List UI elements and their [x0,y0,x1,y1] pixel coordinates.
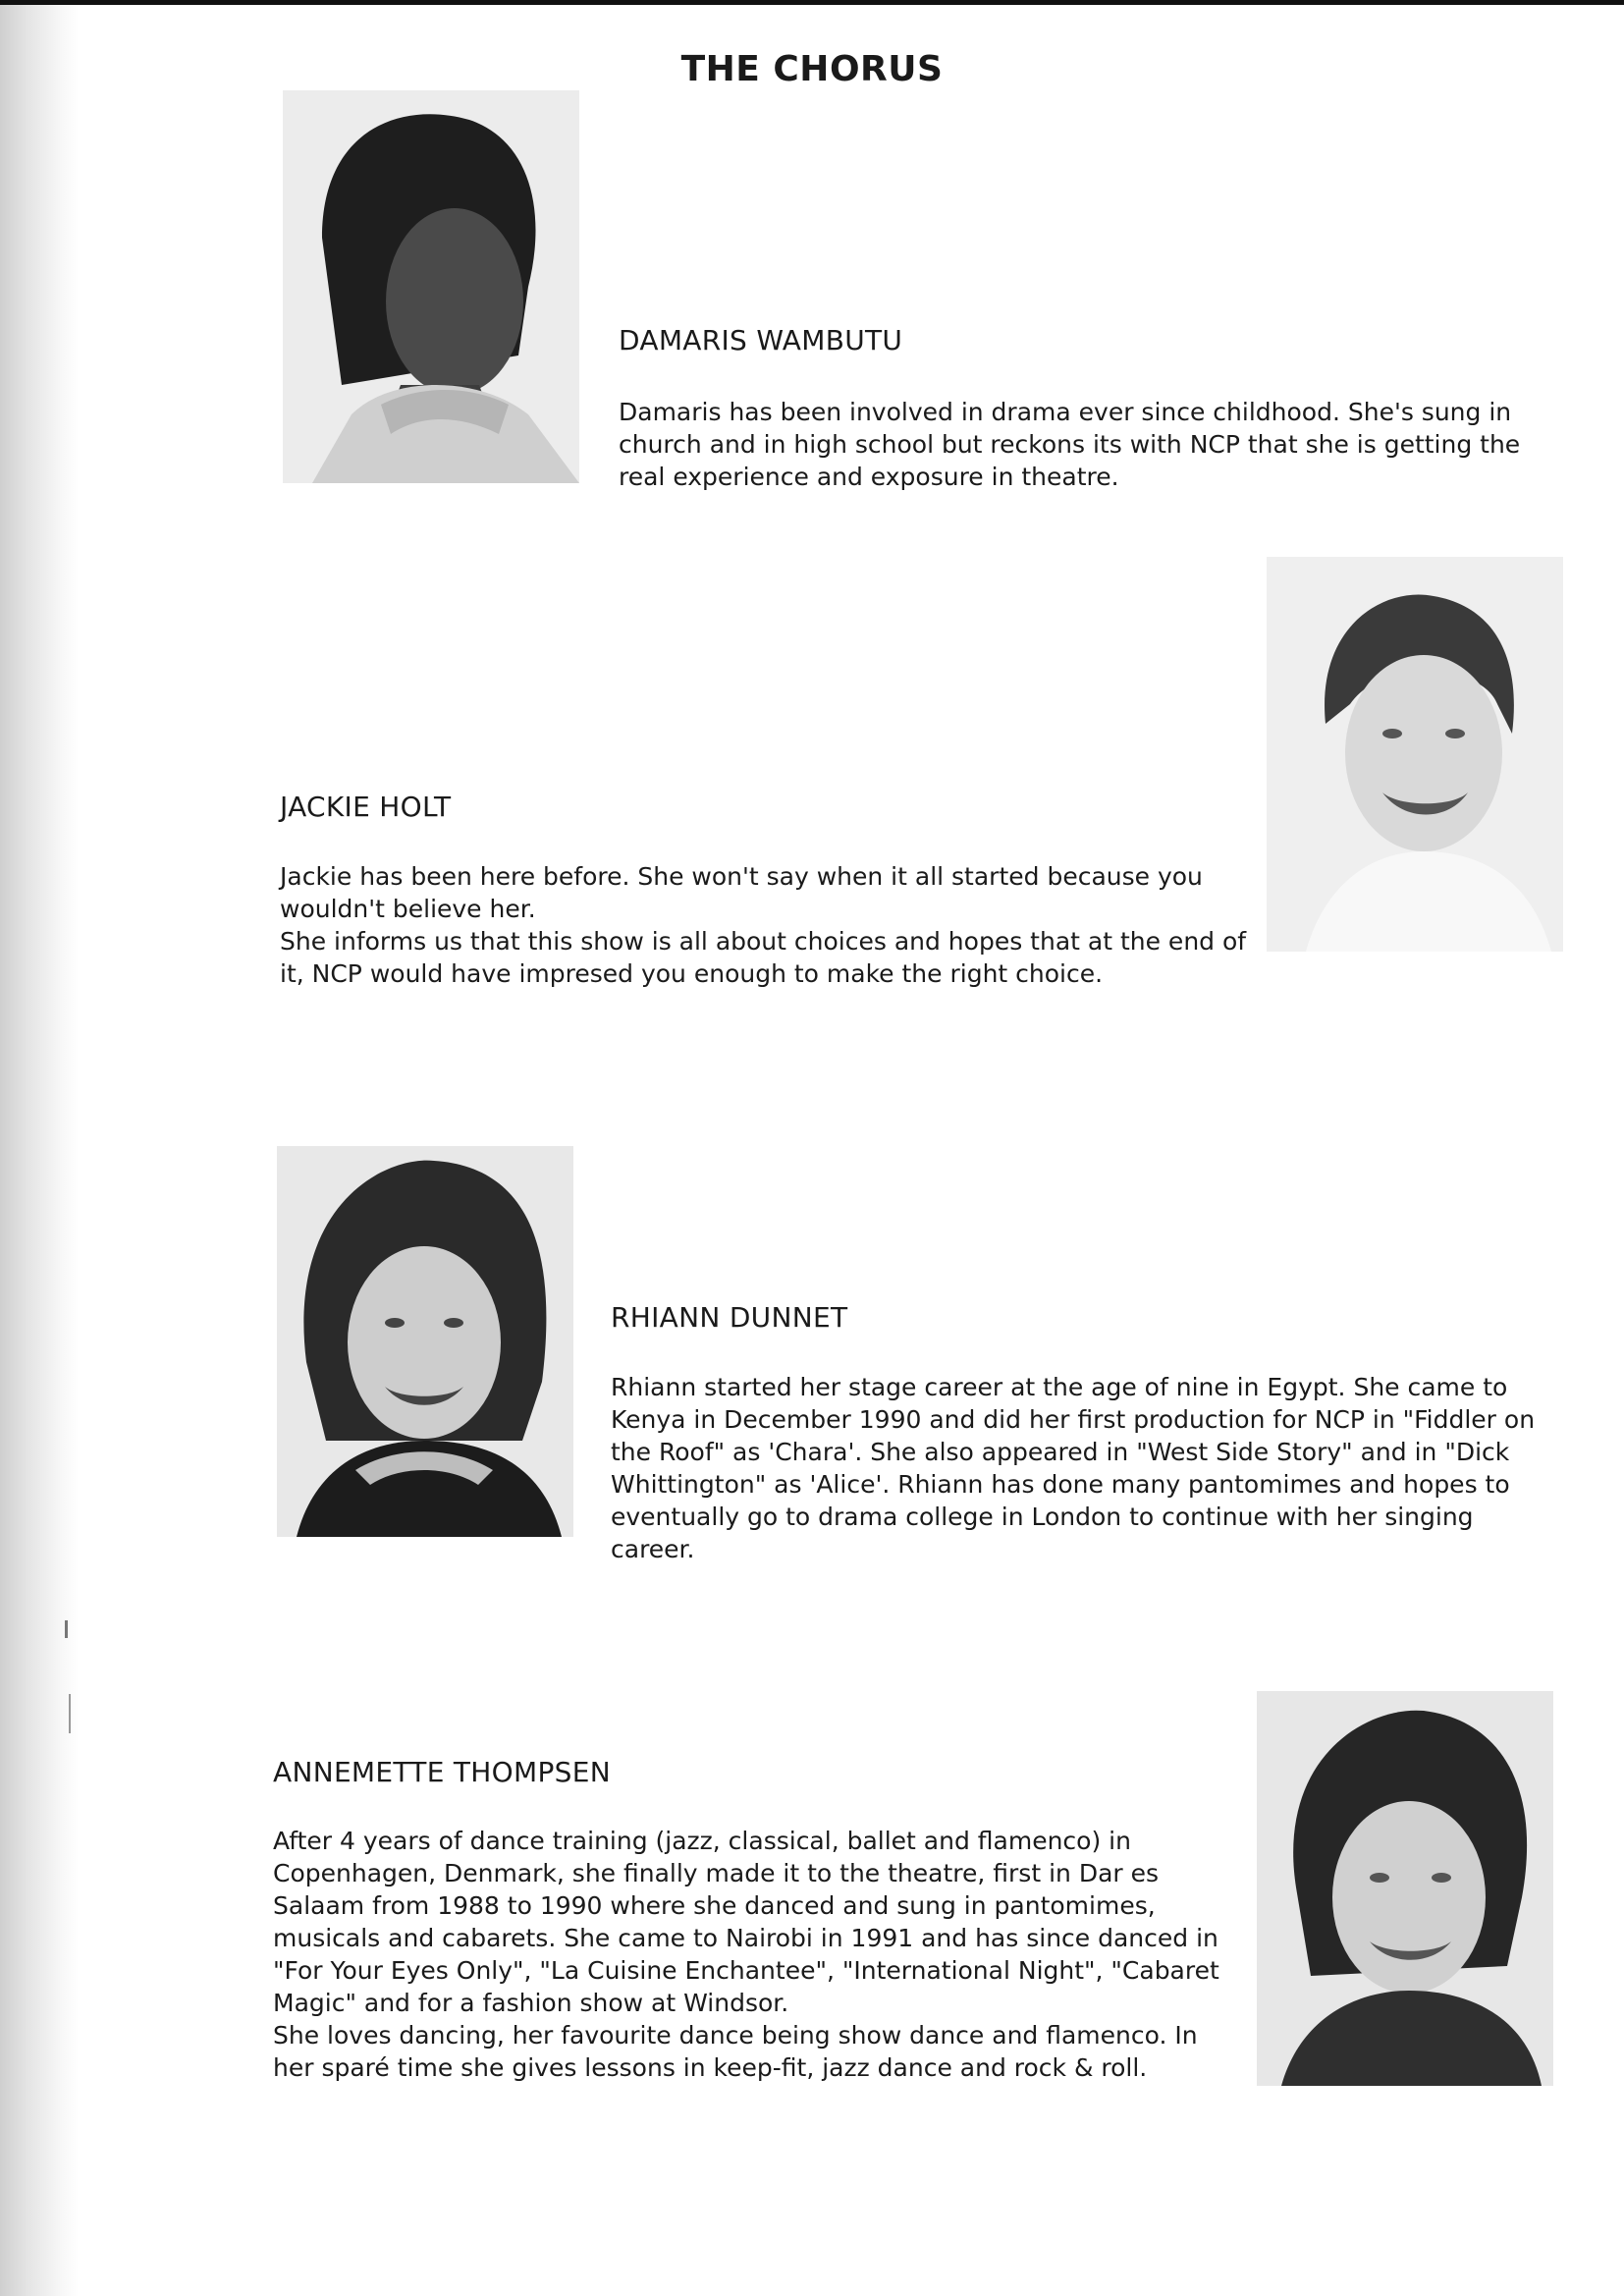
damaris-wambutu-photo [283,90,579,483]
member-name-jackie-holt: JACKIE HOLT [280,791,452,823]
member-bio-damaris-wambutu [619,396,1551,493]
rhiann-dunnet-photo [277,1146,573,1537]
jackie-holt-photo [1267,557,1563,952]
top-border-rule [0,0,1624,5]
bio-paragraph: She informs us that this show is all about choices and hopes that at the end of it, NCP would have impresed you enough to make the right choice. [280,927,1247,988]
portrait-photo-icon [283,90,579,483]
page-title: THE CHORUS [680,49,944,90]
portrait-photo-icon [1267,557,1563,952]
member-name-rhiann-dunnet: RHIANN DUNNET [611,1301,848,1334]
bio-paragraph: After 4 years of dance training (jazz, classical, ballet and flamenco) in Copenhagen, Denmark, she finally made it to the theatre, first in Dar es Salaam from 1988 to 1990 where she danced and sung in pantomimes, musicals and cabarets. She came to Nairobi in 1991 and has since danced in "For Your Eyes Only", "La Cuisine Enchantee", "International Night", "Cabaret Magic" and for a fashion show at Windsor. [273,1827,1219,2017]
member-bio-annemette-thompsen [273,1825,1245,2084]
portrait-photo-icon [1257,1691,1553,2086]
bio-paragraph: Rhiann started her stage career at the age of nine in Egypt. She came to Kenya in December 1990 and did her first production for NCP in "Fiddler on the Roof" as 'Chara'. She also appeared in "West Side Story" and in "Dick Whittington" as 'Alice'. Rhiann has done many pantomimes and hopes to eventually go to drama college in London to continue with her singing career. [611,1373,1536,1563]
member-bio-jackie-holt [280,860,1252,990]
bio-paragraph: Damaris has been involved in drama ever since childhood. She's sung in church and in high school but reckons its with NCP that she is getting the real experience and exposure in theatre. [619,398,1521,491]
gutter-mark [69,1694,71,1733]
bio-paragraph: She loves dancing, her favourite dance being show dance and flamenco. In her sparé time she gives lessons in keep-fit, jazz dance and rock & roll. [273,2021,1198,2082]
portrait-photo-icon [277,1146,573,1537]
bio-paragraph: Jackie has been here before. She won't say when it all started because you wouldn't believe her. [280,862,1203,923]
binding-gutter-shadow [0,5,79,2296]
member-name-damaris-wambutu: DAMARIS WAMBUTU [619,324,903,356]
member-name-annemette-thompsen: ANNEMETTE THOMPSEN [273,1756,611,1788]
member-bio-rhiann-dunnet [611,1371,1553,1565]
annemette-thompsen-photo [1257,1691,1553,2086]
gutter-mark [65,1620,68,1638]
